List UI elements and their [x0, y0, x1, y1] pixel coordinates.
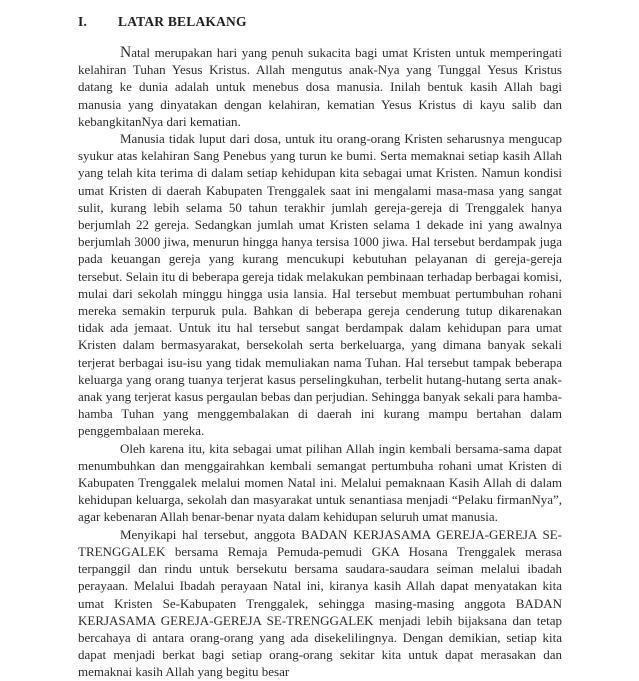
section-heading	[78, 14, 247, 30]
section-title: LATAR BELAKANG	[118, 14, 247, 29]
body-text	[78, 44, 562, 681]
paragraph-condition: Manusia tidak luput dari dosa, untuk itu orang-orang Kristen seharusnya mengucap syukur atas kelahiran Sang Penebus yang turun ke bumi. Serta memaknai setiap kasih Allah yang telah kita terima di dalam setiap kehidupan kita sebagai umat Kristen. Namun kondisi umat Kristen di daerah Kabupaten Trenggalek saat ini mengalami masa-masa yang sangat sulit, kurang lebih selama 50 tahun terakhir jumlah gereja-gereja di Trenggalek hanya berjumlah 22 gereja. Sedangkan jumlah umat Kristen selama 1 dekade ini yang awalnya berjumlah 3000 jiwa, menurun hingga hanya tersisa 1000 jiwa. Hal tersebut berdampak juga pada keuangan gereja yang kurang mencukupi kebutuhan pelayanan di gereja-gereja tersebut. Selain itu di beberapa gereja tidak melakukan pembinaan terhadap berbagai komisi, mulai dari sekolah minggu hingga usia lansia. Hal tersebut membuat pertumbuhan rohani mereka semakin terpuruk pula. Bahkan di beberapa gereja cenderung tutup dikarenakan tidak ada jemaat. Untuk itu hal tersebut sangat berdampak dalam kehidupan para umat Kristen dalam bermasyarakat, bersekolah serta berkeluarga, yang dimana banyak sekali terjerat berbagai isu-isu yang tidak memuliakan nama Tuhan. Hal tersebut tampak beberapa keluarga yang orang tuanya terjerat kasus perselingkuhan, terbelit hutang-hutang serta anak-anak yang terjerat kasus pergaulan bebas dan perjudian. Sehingga banyak sekali para hamba-hamba Tuhan yang menggembalakan di daerah ini kurang mampu bertahan dalam penggembalaan mereka.	[78, 131, 562, 439]
paragraph-response: Menyikapi hal tersebut, anggota BADAN KERJASAMA GEREJA-GEREJA SE-TRENGGALEK bersama Remaja Pemuda-pemudi GKA Hosana Trenggalek merasa terpanggil dan rindu untuk bersekutu bersama saudara-saudara seiman melalui ibadah perayaan. Melalui Ibadah perayaan Natal ini, kiranya kasih Allah dapat menyatakan kita umat Kristen Se-Kabupaten Trenggalek, sehingga masing-masing anggota BADAN KERJASAMA GEREJA-GEREJA SE-TRENGGALEK menjadi lebih bijaksana dan tetap bercahaya di antara orang-orang yang ada disekelilingnya. Dengan demikian, setiap kita dapat menjadi berkat bagi setiap orang-orang sekitar kita untuk dapat merasakan dan memaknai kasih Allah yang begitu besar	[78, 526, 562, 680]
paragraph-purpose: Oleh karena itu, kita sebagai umat pilihan Allah ingin kembali bersama-sama dapat menumbuhkan dan menggairahkan kembali semangat pertumbuha rohani umat Kristen di Kabupaten Trenggalek melalui momen Natal ini. Melalui pemaknaan Kasih Allah di dalam kehidupan keluarga, sekolah dan masyarakat untuk senantiasa menjadi “Pelaku firmanNya”, agar kebenaran Allah benar-benar nyata dalam kehidupan seluruh umat manusia.	[78, 440, 562, 525]
paragraph-intro	[78, 44, 562, 130]
section-number: I.	[78, 14, 88, 29]
first-letter: N	[120, 44, 132, 61]
paragraph-intro-text: atal merupakan hari yang penuh sukacita bagi umat Kristen untuk memperingati kelahiran Tuhan Yesus Kristus. Allah mengutus anak-Nya yang Tunggal Yesus Kristus datang ke dunia adalah untuk menebus dosa manusia. Inilah bentuk kasih Allah bagi manusia yang dinyatakan dengan kelahiran, kematian Yesus Kristus di kayu salib dan kebangkitanNya dari kematian.	[78, 45, 562, 129]
